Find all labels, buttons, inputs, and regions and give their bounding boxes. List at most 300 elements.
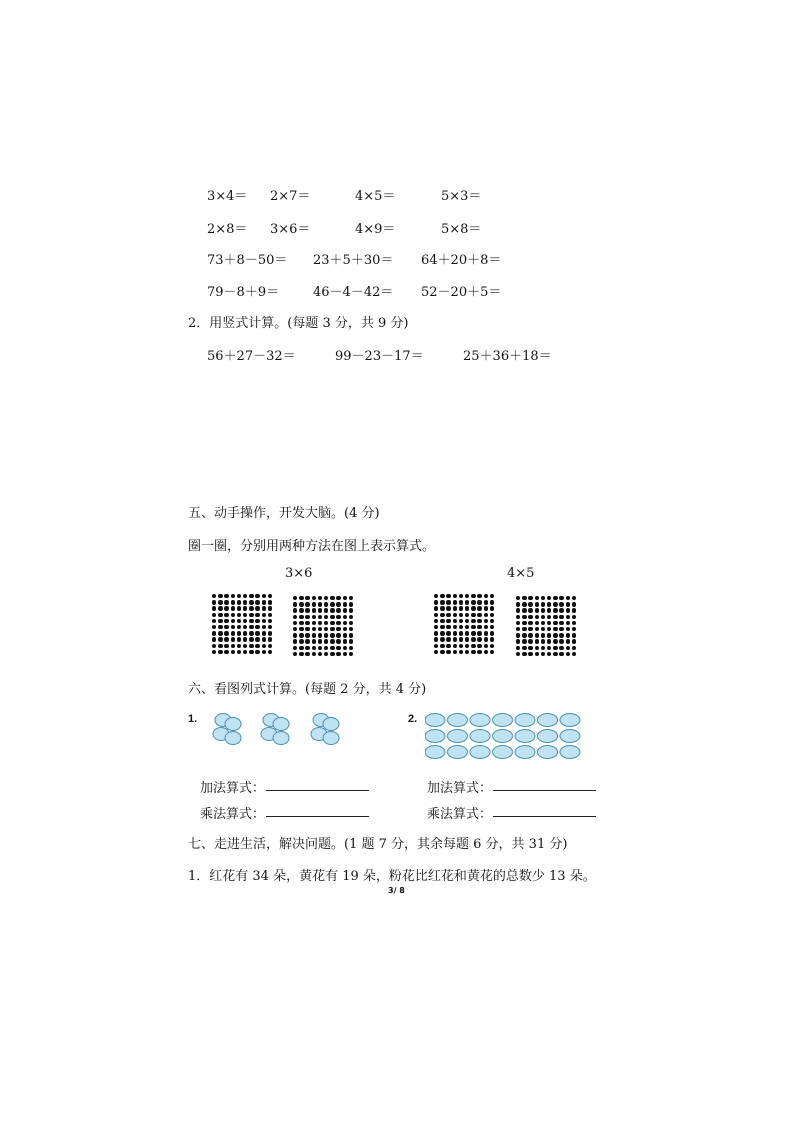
dot [559, 627, 563, 631]
dot [547, 639, 551, 643]
dot [516, 621, 520, 625]
dot [566, 602, 570, 606]
dot [293, 639, 297, 643]
dot [299, 639, 303, 643]
dot [572, 596, 576, 600]
oral-item: 3×4＝ [207, 189, 248, 204]
dot [318, 602, 322, 606]
snail-blob [515, 714, 535, 727]
dot [522, 646, 526, 650]
dot [440, 625, 444, 629]
dot [349, 602, 353, 606]
dot [541, 615, 545, 619]
dot [268, 613, 272, 617]
dot [231, 619, 235, 623]
dot [349, 633, 353, 637]
dot [312, 608, 316, 612]
dot [484, 594, 488, 598]
snail-blob [515, 730, 535, 743]
dot [535, 608, 539, 612]
dot [243, 644, 247, 648]
dot [262, 619, 266, 623]
dot [459, 600, 463, 604]
dot [324, 639, 328, 643]
dot [459, 644, 463, 648]
dot-array-label: 4×5 [507, 566, 535, 581]
dot [459, 613, 463, 617]
dot [471, 619, 475, 623]
dot [293, 621, 297, 625]
flower-blob [273, 718, 289, 731]
dot [490, 613, 494, 617]
dot [471, 625, 475, 629]
dot [299, 627, 303, 631]
dot [541, 633, 545, 637]
dot [262, 606, 266, 610]
dot [212, 650, 216, 654]
dot [255, 637, 259, 641]
dot [553, 633, 557, 637]
dot [336, 596, 340, 600]
dot [477, 650, 481, 654]
dot [465, 594, 469, 598]
dot [490, 644, 494, 648]
section-7-title: 七、走进生活，解决问题。(1 题 7 分，其余每题 6 分，共 31 分) [188, 837, 568, 852]
dot [440, 594, 444, 598]
answer-line[interactable] [493, 816, 596, 817]
dot [446, 619, 450, 623]
dot [324, 615, 328, 619]
dot [224, 613, 228, 617]
dot [566, 608, 570, 612]
dot [477, 619, 481, 623]
dot [318, 639, 322, 643]
dot [249, 613, 253, 617]
dot [459, 594, 463, 598]
dot [218, 644, 222, 648]
dot [528, 633, 532, 637]
dot [490, 650, 494, 654]
dot [553, 621, 557, 625]
snail-blob [448, 730, 468, 743]
dot [237, 637, 241, 641]
dot [553, 627, 557, 631]
dot [547, 602, 551, 606]
dot [541, 646, 545, 650]
dot [218, 594, 222, 598]
dot [516, 596, 520, 600]
dot [440, 606, 444, 610]
dot [459, 606, 463, 610]
dot [224, 637, 228, 641]
dot [324, 633, 328, 637]
snail-blob [538, 714, 558, 727]
dot [218, 613, 222, 617]
dot [262, 650, 266, 654]
dot [349, 646, 353, 650]
dot [305, 615, 309, 619]
dot [528, 627, 532, 631]
dot [330, 615, 334, 619]
dot [305, 639, 309, 643]
dot [262, 631, 266, 635]
dot [477, 600, 481, 604]
dot [237, 625, 241, 629]
dot [312, 602, 316, 606]
dot [312, 652, 316, 656]
dot [330, 608, 334, 612]
flower-blob [323, 732, 339, 745]
snail-blob [470, 714, 490, 727]
dot [299, 596, 303, 600]
dot [440, 650, 444, 654]
dot [434, 619, 438, 623]
dot [336, 615, 340, 619]
dot [318, 633, 322, 637]
dot [459, 631, 463, 635]
dot [434, 625, 438, 629]
dot [255, 600, 259, 604]
dot [459, 637, 463, 641]
dot [484, 613, 488, 617]
dot [231, 613, 235, 617]
dot [255, 631, 259, 635]
dot [212, 606, 216, 610]
dot [212, 644, 216, 648]
dot [453, 631, 457, 635]
dot [336, 602, 340, 606]
dot [535, 596, 539, 600]
dot [268, 650, 272, 654]
dot [471, 637, 475, 641]
dot [268, 594, 272, 598]
dot [268, 625, 272, 629]
dot [566, 633, 570, 637]
dot [547, 652, 551, 656]
dot [440, 613, 444, 617]
flower-blob [273, 732, 289, 745]
oral-item: 23＋5＋30＝ [313, 253, 394, 268]
dot [516, 602, 520, 606]
dot [434, 600, 438, 604]
dot [490, 625, 494, 629]
vertical-calc-item: 25＋36＋18＝ [463, 349, 552, 364]
vertical-calc-item: 99－23－17＝ [335, 349, 424, 364]
dot [305, 627, 309, 631]
snail-blob [538, 746, 558, 759]
dot [459, 650, 463, 654]
dot [293, 646, 297, 650]
dot [566, 596, 570, 600]
dot [434, 613, 438, 617]
dot [566, 639, 570, 643]
dot [453, 594, 457, 598]
dot [453, 600, 457, 604]
oral-item: 4×5＝ [355, 189, 396, 204]
dot [224, 606, 228, 610]
dot [547, 621, 551, 625]
dot [434, 637, 438, 641]
dot [516, 652, 520, 656]
dot [484, 650, 488, 654]
dot [268, 644, 272, 648]
dot [453, 606, 457, 610]
dot [434, 650, 438, 654]
dot [305, 633, 309, 637]
dot [336, 652, 340, 656]
dot [249, 594, 253, 598]
snail-blob [425, 746, 445, 759]
dot [330, 602, 334, 606]
dot [343, 596, 347, 600]
dot [535, 652, 539, 656]
dot [522, 596, 526, 600]
dot-array[interactable] [293, 596, 355, 658]
oral-item: 64＋20＋8＝ [421, 253, 502, 268]
dot [490, 631, 494, 635]
dot [324, 608, 328, 612]
dot [477, 644, 481, 648]
dot [318, 652, 322, 656]
addition-label: 加法算式： [200, 781, 266, 796]
dot [349, 627, 353, 631]
dot [566, 652, 570, 656]
picture-item-number: 1. [188, 713, 198, 725]
dot [243, 613, 247, 617]
dot [293, 602, 297, 606]
dot [553, 596, 557, 600]
dot [224, 644, 228, 648]
dot [299, 621, 303, 625]
dot [559, 633, 563, 637]
dot [212, 637, 216, 641]
dot [553, 646, 557, 650]
dot [336, 633, 340, 637]
dot [218, 600, 222, 604]
dot [440, 644, 444, 648]
dot [535, 646, 539, 650]
dot [477, 631, 481, 635]
dot [528, 608, 532, 612]
dot [224, 600, 228, 604]
dot [212, 613, 216, 617]
dot [262, 637, 266, 641]
snail-blob [538, 730, 558, 743]
answer-line[interactable] [493, 790, 596, 791]
dot [218, 625, 222, 629]
dot [324, 652, 328, 656]
dot [446, 606, 450, 610]
dot [305, 608, 309, 612]
oral-item: 52－20＋5＝ [421, 285, 502, 300]
dot [249, 644, 253, 648]
dot [572, 627, 576, 631]
dot [312, 633, 316, 637]
dot [318, 627, 322, 631]
answer-line[interactable] [266, 816, 369, 817]
dot [566, 615, 570, 619]
dot [446, 600, 450, 604]
dot [465, 613, 469, 617]
dot [471, 644, 475, 648]
dot [336, 621, 340, 625]
dot [293, 596, 297, 600]
dot [446, 650, 450, 654]
dot [572, 639, 576, 643]
dot [299, 602, 303, 606]
dot [446, 625, 450, 629]
snail-blob [425, 714, 445, 727]
dot [318, 646, 322, 650]
dot [522, 639, 526, 643]
dot [212, 619, 216, 623]
dot [465, 631, 469, 635]
dot [330, 627, 334, 631]
dot [465, 600, 469, 604]
dot [434, 644, 438, 648]
dot [293, 608, 297, 612]
flower-blob [323, 718, 339, 731]
dot [541, 639, 545, 643]
dot [318, 615, 322, 619]
dot [262, 625, 266, 629]
snail-blob [560, 714, 580, 727]
dot [318, 608, 322, 612]
dot [572, 608, 576, 612]
dot [262, 594, 266, 598]
oral-item: 2×7＝ [270, 189, 311, 204]
snail-blob [448, 714, 468, 727]
dot [231, 600, 235, 604]
dot [218, 650, 222, 654]
dot [249, 600, 253, 604]
dot [559, 602, 563, 606]
dot [484, 637, 488, 641]
dot [330, 596, 334, 600]
dot [336, 646, 340, 650]
dot [312, 639, 316, 643]
dot [224, 650, 228, 654]
dot [465, 619, 469, 623]
snail-blob [560, 746, 580, 759]
dot [547, 615, 551, 619]
dot [566, 621, 570, 625]
dot [453, 625, 457, 629]
dot [299, 652, 303, 656]
dot [490, 594, 494, 598]
dot [299, 646, 303, 650]
dot [465, 650, 469, 654]
dot [453, 650, 457, 654]
dot-array[interactable] [212, 594, 274, 656]
dot [559, 652, 563, 656]
flower-blob [225, 718, 241, 731]
dot [268, 631, 272, 635]
dot [440, 619, 444, 623]
dot [231, 606, 235, 610]
dot [522, 633, 526, 637]
dot [255, 594, 259, 598]
dot [516, 633, 520, 637]
dot [522, 652, 526, 656]
dot [471, 594, 475, 598]
dot [243, 594, 247, 598]
dot [336, 608, 340, 612]
dot [268, 619, 272, 623]
dot [231, 631, 235, 635]
dot [535, 602, 539, 606]
vertical-calc-item: 56＋27－32＝ [207, 349, 296, 364]
section-5-title: 五、动手操作，开发大脑。(4 分) [188, 506, 380, 521]
dot [249, 637, 253, 641]
dot [535, 627, 539, 631]
dot [434, 606, 438, 610]
dot [465, 637, 469, 641]
dot [243, 600, 247, 604]
dot [547, 633, 551, 637]
dot [453, 644, 457, 648]
dot [477, 594, 481, 598]
flower-group-illustration [205, 710, 345, 755]
dot [305, 596, 309, 600]
dot [231, 644, 235, 648]
dot [305, 652, 309, 656]
dot [541, 627, 545, 631]
dot [249, 619, 253, 623]
dot [343, 652, 347, 656]
oral-item: 5×3＝ [441, 189, 482, 204]
dot [566, 627, 570, 631]
dot [293, 652, 297, 656]
dot [218, 606, 222, 610]
dot [349, 639, 353, 643]
dot [330, 633, 334, 637]
dot [237, 613, 241, 617]
dot [299, 608, 303, 612]
dot [547, 608, 551, 612]
dot [212, 631, 216, 635]
multiplication-label: 乘法算式： [200, 807, 266, 822]
dot [465, 606, 469, 610]
dot [559, 639, 563, 643]
dot [343, 615, 347, 619]
dot [237, 644, 241, 648]
dot [490, 637, 494, 641]
dot-array[interactable] [516, 596, 578, 658]
dot [343, 608, 347, 612]
dot [255, 619, 259, 623]
dot [293, 615, 297, 619]
dot [349, 615, 353, 619]
snail-blob [515, 746, 535, 759]
dot [471, 613, 475, 617]
dot [293, 633, 297, 637]
dot [553, 639, 557, 643]
section-5-instruction: 圈一圈，分别用两种方法在图上表示算式。 [188, 539, 436, 554]
dot [349, 621, 353, 625]
dot-array[interactable] [434, 594, 496, 656]
multiplication-label: 乘法算式： [427, 807, 493, 822]
dot [471, 600, 475, 604]
dot [453, 613, 457, 617]
answer-line[interactable] [266, 790, 369, 791]
dot [572, 615, 576, 619]
dot [522, 615, 526, 619]
dot [299, 615, 303, 619]
dot [255, 613, 259, 617]
dot [547, 596, 551, 600]
dot [541, 602, 545, 606]
